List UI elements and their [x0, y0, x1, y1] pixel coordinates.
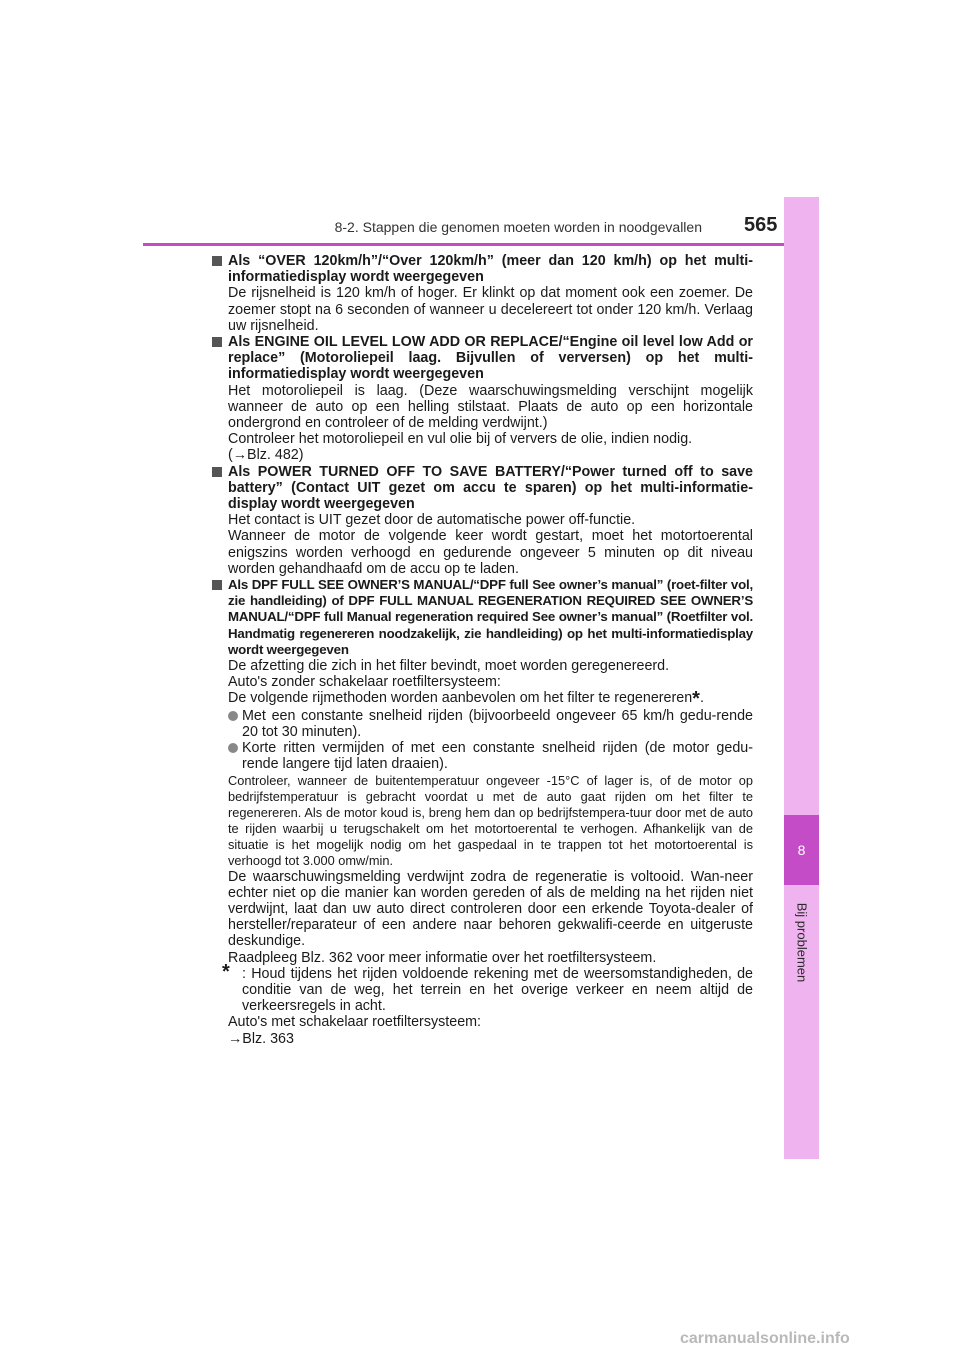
- sentence-end: .: [699, 690, 704, 707]
- page-reference-link[interactable]: (→Blz. 482): [228, 447, 304, 464]
- section-heading: Als POWER TURNED OFF TO SAVE BATTERY/“Power turned off to save battery” (Contact UIT gezet om accu te sparen) op het multi-informatie-display wordt weergegeven: [228, 463, 753, 513]
- section-square-icon: [212, 467, 222, 477]
- chapter-label-text: Bij problemen: [794, 902, 809, 983]
- section-body: [228, 688, 753, 711]
- chapter-label: [784, 895, 819, 990]
- section-body: Wanneer de motor de volgende keer wordt gestart, moet het motortoerental enigszins worden verhoogd en gedurende ongeveer 5 minuten op dit niveau worden gehandhaafd om de accu op te laden.: [228, 528, 753, 577]
- section-body: Auto's zonder schakelaar roetfiltersysteem:: [228, 674, 501, 691]
- section-overspeed: [212, 253, 753, 334]
- section-body: Het motoroliepeil is laag. (Deze waarschuwingsmelding verschijnt mogelijk wanneer de auto op een helling stilstaat. Plaats de auto op een horizontale ondergrond en controleer of de melding verdwijnt.): [228, 382, 753, 432]
- section-body: De waarschuwingsmelding verdwijnt zodra de regeneratie is voltooid. Wan-neer echter niet op die manier kan worden gereden of als de melding na het rijden niet verdwijnt, laat dan uw auto direct controleren door een erkende Toyota-dealer of hersteller/reparateur of een andere naar behoren gekwalifi-ceerde en uitgeruste deskundige.: [228, 868, 753, 950]
- section-body-text: De volgende rijmethoden worden aanbevolen om het filter te regenereren: [228, 690, 693, 707]
- cold-weather-note: Controleer, wanneer de buitentemperatuur ongeveer -15°C of lager is, of de motor op bedrijfstemperatuur is gebracht voordat u met de auto gaat rijden om het filter te regenereren. Als de motor koud is, breng hem dan op bedrijfstempera-tuur door met de auto te rijden waarbij u terugschakelt om het motortoerental te verhogen. Afhankelijk van de situatie is het mogelijk nodig om het gaspedaal in te trappen tot het motortoerental is verhoogd tot 3.000 omw/min.: [228, 772, 753, 868]
- footnote: [222, 960, 753, 1015]
- footnote-marker: *: [222, 960, 230, 983]
- section-body: Auto's met schakelaar roetfiltersysteem:: [228, 1014, 482, 1031]
- section-body: De rijsnelheid is 120 km/h of hoger. Er klinkt op dat moment ook een zoemer. De zoemer stopt na 6 seconden of wanneer u decelereert tot onder 120 km/h. Verlaag uw rijsnelheid.: [228, 285, 753, 334]
- section-power-off: [212, 464, 753, 577]
- list-item: [228, 708, 753, 740]
- section-oil-level: [212, 334, 753, 464]
- section-body: De afzetting die zich in het filter bevindt, moet worden geregenereerd.: [228, 658, 670, 675]
- section-body: Raadpleeg Blz. 362 voor meer informatie over het roetfiltersysteem.: [228, 949, 657, 966]
- chapter-side-tab: [784, 197, 819, 1159]
- section-body: Het contact is UIT gezet door de automatische power off-functie.: [228, 512, 636, 529]
- footnote-marker: *: [692, 688, 700, 711]
- section-header-title: 8-2. Stappen die genomen moeten worden in noodgevallen: [334, 219, 702, 235]
- chapter-number-badge: 8: [784, 815, 819, 885]
- page-reference-link[interactable]: →Blz. 363: [228, 1030, 294, 1047]
- list-item-text: Korte ritten vermijden of met een constante snelheid rijden (de motor gedu-rende langere tijd laten draaien).: [242, 740, 753, 773]
- section-square-icon: [212, 580, 222, 590]
- section-square-icon: [212, 256, 222, 266]
- section-heading: Als DPF FULL SEE OWNER’S MANUAL/“DPF full See owner’s manual” (roet-filter vol, zie handleiding) of DPF FULL MANUAL REGENERATION REQUIRED SEE OWNER’S MANUAL/“DPF full Manual regeneration required See owner’s manual” (Roetfilter vol. Handmatig regenereren noodzakelijk, zie handleiding) op het multi-informatiedisplay wordt weergegeven: [228, 577, 753, 657]
- section-heading: Als ENGINE OIL LEVEL LOW ADD OR REPLACE/“Engine oil level low Add or replace” (Motoroliepeil laag. Bijvullen of verversen) op het multi-informatiedisplay wordt weergegeven: [228, 334, 753, 383]
- watermark: carmanualsonline.info: [680, 1330, 850, 1347]
- section-heading: Als “OVER 120km/h”/“Over 120km/h” (meer dan 120 km/h) op het multi-informatiedisplay wordt weergegeven: [228, 253, 753, 286]
- bullet-dot-icon: [228, 743, 238, 753]
- bullet-dot-icon: [228, 711, 238, 721]
- section-square-icon: [212, 337, 222, 347]
- page-content: [212, 253, 753, 1047]
- section-body: Controleer het motoroliepeil en vul olie bij of ververs de olie, indien nodig.: [228, 431, 693, 448]
- section-dpf-full: [212, 577, 753, 1047]
- list-item: [228, 740, 753, 772]
- header-divider: [143, 243, 784, 246]
- footnote-text: : Houd tijdens het rijden voldoende rekening met de weersomstandigheden, de conditie van de weg, het terrein en het overige verkeer en neem altijd de verkeersregels in acht.: [242, 965, 753, 1015]
- list-item-text: Met een constante snelheid rijden (bijvoorbeeld ongeveer 65 km/h gedu-rende 20 tot 30 minuten).: [242, 707, 753, 740]
- page-number: 565: [744, 214, 778, 236]
